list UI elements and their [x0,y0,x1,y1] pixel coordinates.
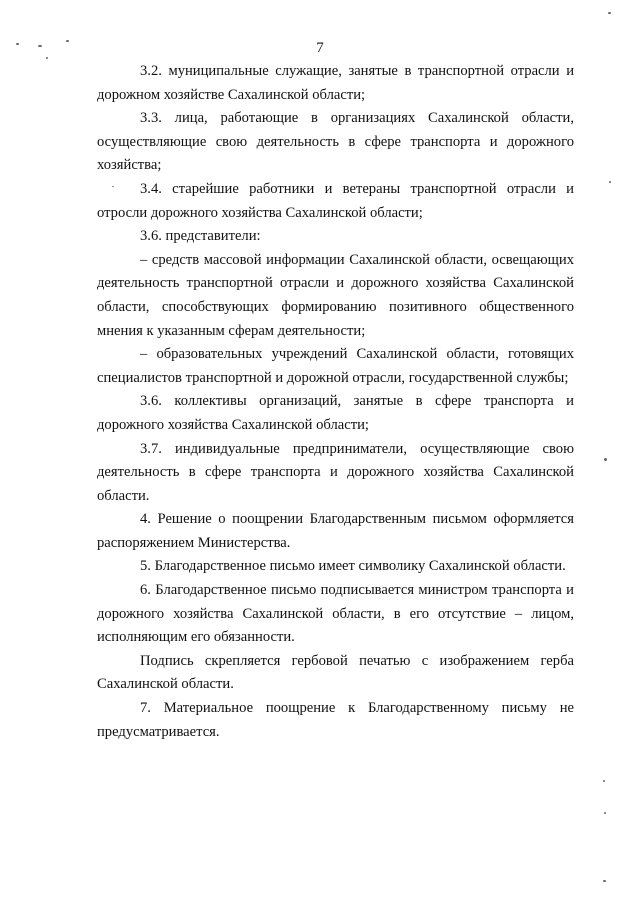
scan-speck [603,780,605,782]
paragraph-3-7: 3.7. индивидуальные предприниматели, осуществляющие свою деятельность в сфере транспорта и дорожного хозяйства Сахалинской области. [97,440,574,504]
scan-speck [66,40,69,42]
document-body [97,60,574,744]
scan-speck [609,181,611,183]
paragraph-4: 4. Решение о поощрении Благодарственным письмом оформляется распоряжением Министерства. [97,511,574,551]
paragraph-7: 7. Материальное поощрение к Благодарственному письму не предусматривается. [97,700,574,740]
scan-speck [608,12,611,14]
paragraph-3-6-representatives: 3.6. представители: [140,228,261,245]
paragraph-education: – образовательных учреждений Сахалинской области, готовящих специалистов транспортной и дорожной отрасли, государственной службы; [97,346,574,386]
paragraph-6: 6. Благодарственное письмо подписывается министром транспорта и дорожного хозяйства Сахалинской области, в его отсутствие – лицом, исполняющим его обязанности. [97,582,574,646]
scan-speck [604,458,607,461]
scan-speck [604,812,606,814]
page-number: 7 [316,40,324,56]
paragraph-3-6-collectives: 3.6. коллективы организаций, занятые в сфере транспорта и дорожного хозяйства Сахалинской области; [97,393,574,433]
scan-speck [603,880,606,882]
paragraph-3-2: 3.2. муниципальные служащие, занятые в транспортной отрасли и дорожном хозяйстве Сахалинской области; [97,63,574,103]
paragraph-signature: Подпись скрепляется гербовой печатью с изображением герба Сахалинской области. [97,652,574,693]
paragraph-3-3: 3.3. лица, работающие в организациях Сахалинской области, осуществляющие свою деятельность в сфере транспорта и дорожного хозяйства; [97,110,574,174]
scan-speck [112,186,114,187]
paragraph-3-4: 3.4. старейшие работники и ветераны транспортной отрасли и отросли дорожного хозяйства Сахалинской области; [97,180,574,221]
paragraph-media: – средств массовой информации Сахалинской области, освещающих деятельность транспортной отрасли и дорожного хозяйства Сахалинской области, способствующих формированию позитивного общественного мнения к указанным сферам деятельности; [97,251,574,339]
paragraph-5: 5. Благодарственное письмо имеет символику Сахалинской области. [140,558,566,575]
scan-speck [46,57,48,59]
scan-speck [38,45,42,47]
scan-speck [16,43,19,45]
